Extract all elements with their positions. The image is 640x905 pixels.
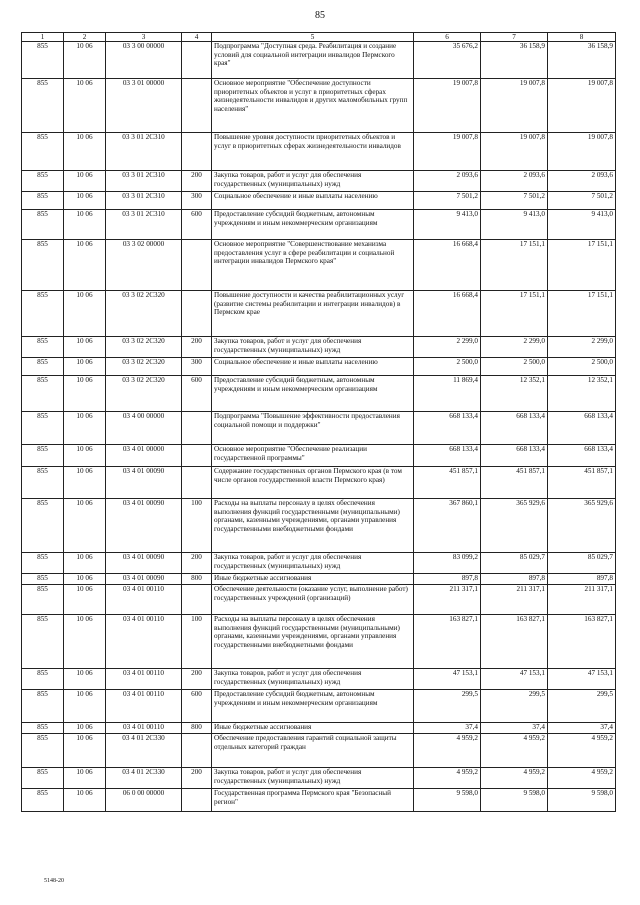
- cell-amount-1: 2 093,6: [414, 171, 481, 192]
- cell-name: Обеспечение деятельности (оказание услуг, выполнение работ) государственных учреждений (организаций): [212, 585, 414, 615]
- cell-expense-type: [182, 789, 212, 812]
- col-header-6: 6: [414, 33, 481, 42]
- cell-target-article: 03 4 01 2C330: [106, 768, 182, 789]
- table-row: [22, 789, 616, 812]
- cell-target-article: 03 3 01 2C310: [106, 192, 182, 210]
- cell-target-article: 03 4 01 00110: [106, 690, 182, 723]
- table-row: [22, 210, 616, 240]
- cell-amount-3: 19 007,8: [548, 133, 616, 171]
- cell-name: Расходы на выплаты персоналу в целях обеспечения выполнения функций государственными (муниципальными) органами, казенными учреждениями, органами управления государственными внебюджетными фондами: [212, 499, 414, 553]
- cell-target-article: 03 4 01 00110: [106, 585, 182, 615]
- cell-name: Предоставление субсидий бюджетным, автономным учреждениям и иным некоммерческим организациям: [212, 210, 414, 240]
- cell-expense-type: [182, 445, 212, 467]
- table-row: [22, 376, 616, 412]
- cell-expense-type: [182, 79, 212, 133]
- cell-amount-2: 7 501,2: [481, 192, 548, 210]
- table-row: [22, 723, 616, 734]
- cell-gr: 855: [22, 42, 64, 79]
- cell-section: 10 06: [64, 690, 106, 723]
- cell-target-article: 03 4 01 00110: [106, 615, 182, 669]
- table-row: [22, 192, 616, 210]
- table-row: [22, 240, 616, 291]
- cell-gr: 855: [22, 553, 64, 574]
- cell-section: 10 06: [64, 734, 106, 768]
- table-row: [22, 585, 616, 615]
- cell-amount-1: 451 857,1: [414, 467, 481, 499]
- cell-amount-1: 35 676,2: [414, 42, 481, 79]
- cell-amount-3: 4 959,2: [548, 734, 616, 768]
- table-row: [22, 358, 616, 376]
- cell-expense-type: 100: [182, 615, 212, 669]
- cell-amount-1: 668 133,4: [414, 445, 481, 467]
- cell-amount-1: 7 501,2: [414, 192, 481, 210]
- cell-amount-2: 2 299,0: [481, 337, 548, 358]
- cell-expense-type: 600: [182, 690, 212, 723]
- cell-target-article: 03 3 01 2C310: [106, 171, 182, 192]
- cell-expense-type: 200: [182, 669, 212, 690]
- cell-gr: 855: [22, 240, 64, 291]
- cell-expense-type: [182, 240, 212, 291]
- cell-expense-type: 100: [182, 499, 212, 553]
- cell-expense-type: [182, 585, 212, 615]
- cell-gr: 855: [22, 171, 64, 192]
- cell-amount-3: 2 500,0: [548, 358, 616, 376]
- cell-name: Основное мероприятие "Совершенствование механизма предоставления услуг в сфере реабилитации и социальной интеграции инвалидов Пермского края": [212, 240, 414, 291]
- cell-expense-type: 200: [182, 553, 212, 574]
- cell-amount-3: 19 007,8: [548, 79, 616, 133]
- cell-amount-2: 9 598,0: [481, 789, 548, 812]
- cell-name: Закупка товаров, работ и услуг для обеспечения государственных (муниципальных) нужд: [212, 337, 414, 358]
- cell-section: 10 06: [64, 240, 106, 291]
- cell-name: Закупка товаров, работ и услуг для обеспечения государственных (муниципальных) нужд: [212, 669, 414, 690]
- cell-name: Предоставление субсидий бюджетным, автономным учреждениям и иным некоммерческим организациям: [212, 376, 414, 412]
- cell-section: 10 06: [64, 376, 106, 412]
- col-header-5: 5: [212, 33, 414, 42]
- cell-name: Повышение уровня доступности приоритетных объектов и услуг в приоритетных сферах жизнедеятельности инвалидов: [212, 133, 414, 171]
- cell-name: Закупка товаров, работ и услуг для обеспечения государственных (муниципальных) нужд: [212, 768, 414, 789]
- cell-expense-type: [182, 42, 212, 79]
- cell-expense-type: 800: [182, 723, 212, 734]
- cell-target-article: 03 3 02 2C320: [106, 358, 182, 376]
- cell-section: 10 06: [64, 768, 106, 789]
- cell-section: 10 06: [64, 789, 106, 812]
- cell-amount-1: 299,5: [414, 690, 481, 723]
- table-row: [22, 337, 616, 358]
- cell-gr: 855: [22, 376, 64, 412]
- cell-gr: 855: [22, 723, 64, 734]
- table-row: [22, 79, 616, 133]
- cell-amount-3: 2 299,0: [548, 337, 616, 358]
- table-row: [22, 574, 616, 585]
- cell-gr: 855: [22, 585, 64, 615]
- table-row: [22, 291, 616, 337]
- cell-target-article: 03 4 01 00090: [106, 499, 182, 553]
- cell-amount-3: 17 151,1: [548, 240, 616, 291]
- cell-amount-1: 897,8: [414, 574, 481, 585]
- cell-amount-3: 668 133,4: [548, 445, 616, 467]
- cell-amount-2: 2 500,0: [481, 358, 548, 376]
- cell-gr: 855: [22, 210, 64, 240]
- cell-target-article: 03 4 00 00000: [106, 412, 182, 445]
- cell-section: 10 06: [64, 291, 106, 337]
- cell-amount-1: 83 099,2: [414, 553, 481, 574]
- cell-name: Расходы на выплаты персоналу в целях обеспечения выполнения функций государственными (муниципальными) органами, казенными учреждениями, органами управления государственными внебюджетными фондами: [212, 615, 414, 669]
- table-row: [22, 669, 616, 690]
- cell-name: Подпрограмма "Доступная среда. Реабилитация и создание условий для социальной интеграции инвалидов Пермского края": [212, 42, 414, 79]
- cell-amount-2: 2 093,6: [481, 171, 548, 192]
- table-row: [22, 768, 616, 789]
- cell-amount-2: 36 158,9: [481, 42, 548, 79]
- cell-section: 10 06: [64, 133, 106, 171]
- cell-section: 10 06: [64, 499, 106, 553]
- cell-amount-1: 4 959,2: [414, 734, 481, 768]
- cell-section: 10 06: [64, 358, 106, 376]
- cell-expense-type: [182, 467, 212, 499]
- cell-expense-type: 600: [182, 210, 212, 240]
- cell-gr: 855: [22, 669, 64, 690]
- cell-amount-3: 85 029,7: [548, 553, 616, 574]
- cell-name: Иные бюджетные ассигнования: [212, 723, 414, 734]
- table-row: [22, 499, 616, 553]
- cell-expense-type: 800: [182, 574, 212, 585]
- table-body: [22, 42, 616, 812]
- cell-target-article: 03 3 01 00000: [106, 79, 182, 133]
- cell-amount-2: 17 151,1: [481, 240, 548, 291]
- cell-target-article: 03 4 01 00090: [106, 574, 182, 585]
- table-row: [22, 133, 616, 171]
- cell-amount-3: 9 413,0: [548, 210, 616, 240]
- cell-amount-3: 668 133,4: [548, 412, 616, 445]
- cell-amount-2: 897,8: [481, 574, 548, 585]
- cell-amount-1: 367 860,1: [414, 499, 481, 553]
- cell-name: Обеспечение предоставления гарантий социальной защиты отдельных категорий граждан: [212, 734, 414, 768]
- cell-amount-2: 47 153,1: [481, 669, 548, 690]
- cell-target-article: 03 3 01 2C310: [106, 210, 182, 240]
- cell-target-article: 03 3 00 00000: [106, 42, 182, 79]
- cell-amount-2: 451 857,1: [481, 467, 548, 499]
- col-header-7: 7: [481, 33, 548, 42]
- col-header-4: 4: [182, 33, 212, 42]
- cell-amount-1: 11 869,4: [414, 376, 481, 412]
- cell-section: 10 06: [64, 210, 106, 240]
- cell-amount-1: 19 007,8: [414, 133, 481, 171]
- cell-gr: 855: [22, 445, 64, 467]
- cell-gr: 855: [22, 615, 64, 669]
- table-row: [22, 467, 616, 499]
- cell-expense-type: 200: [182, 768, 212, 789]
- cell-gr: 855: [22, 789, 64, 812]
- cell-gr: 855: [22, 133, 64, 171]
- cell-amount-3: 299,5: [548, 690, 616, 723]
- cell-target-article: 03 4 01 2C330: [106, 734, 182, 768]
- cell-section: 10 06: [64, 723, 106, 734]
- cell-amount-3: 163 827,1: [548, 615, 616, 669]
- cell-name: Иные бюджетные ассигнования: [212, 574, 414, 585]
- cell-amount-2: 19 007,8: [481, 133, 548, 171]
- col-header-8: 8: [548, 33, 616, 42]
- cell-section: 10 06: [64, 42, 106, 79]
- cell-section: 10 06: [64, 615, 106, 669]
- header-row: [22, 33, 616, 42]
- cell-gr: 855: [22, 768, 64, 789]
- cell-amount-3: 36 158,9: [548, 42, 616, 79]
- cell-target-article: 03 3 01 2C310: [106, 133, 182, 171]
- cell-target-article: 03 4 01 00110: [106, 669, 182, 690]
- cell-amount-2: 211 317,1: [481, 585, 548, 615]
- cell-target-article: 06 0 00 00000: [106, 789, 182, 812]
- cell-section: 10 06: [64, 585, 106, 615]
- cell-section: 10 06: [64, 79, 106, 133]
- cell-target-article: 03 3 02 00000: [106, 240, 182, 291]
- cell-gr: 855: [22, 358, 64, 376]
- cell-target-article: 03 4 01 00000: [106, 445, 182, 467]
- cell-expense-type: [182, 412, 212, 445]
- cell-target-article: 03 4 01 00110: [106, 723, 182, 734]
- cell-amount-2: 4 959,2: [481, 768, 548, 789]
- cell-amount-1: 211 317,1: [414, 585, 481, 615]
- cell-section: 10 06: [64, 574, 106, 585]
- cell-gr: 855: [22, 690, 64, 723]
- table-row: [22, 412, 616, 445]
- col-header-1: 1: [22, 33, 64, 42]
- cell-amount-2: 365 929,6: [481, 499, 548, 553]
- cell-amount-3: 4 959,2: [548, 768, 616, 789]
- cell-amount-1: 2 299,0: [414, 337, 481, 358]
- cell-name: Подпрограмма "Повышение эффективности предоставления социальной помощи и поддержки": [212, 412, 414, 445]
- cell-section: 10 06: [64, 445, 106, 467]
- cell-section: 10 06: [64, 337, 106, 358]
- cell-amount-1: 19 007,8: [414, 79, 481, 133]
- cell-amount-3: 12 352,1: [548, 376, 616, 412]
- budget-table: [21, 32, 616, 812]
- page-number: 85: [315, 10, 325, 21]
- cell-name: Основное мероприятие "Обеспечение доступности приоритетных объектов и услуг в приоритетных сферах жизнедеятельности инвалидов и других маломобильных групп населения": [212, 79, 414, 133]
- cell-section: 10 06: [64, 192, 106, 210]
- cell-name: Социальное обеспечение и иные выплаты населению: [212, 192, 414, 210]
- cell-amount-3: 365 929,6: [548, 499, 616, 553]
- cell-target-article: 03 3 02 2C320: [106, 291, 182, 337]
- cell-amount-1: 668 133,4: [414, 412, 481, 445]
- table-row: [22, 42, 616, 79]
- cell-amount-2: 37,4: [481, 723, 548, 734]
- cell-name: Социальное обеспечение и иные выплаты населению: [212, 358, 414, 376]
- cell-gr: 855: [22, 499, 64, 553]
- cell-name: Основное мероприятие "Обеспечение реализации государственной программы": [212, 445, 414, 467]
- cell-amount-1: 47 153,1: [414, 669, 481, 690]
- cell-amount-3: 37,4: [548, 723, 616, 734]
- cell-name: Государственная программа Пермского края "Безопасный регион": [212, 789, 414, 812]
- cell-name: Содержание государственных органов Пермского края (в том числе органов государственной власти Пермского края): [212, 467, 414, 499]
- cell-target-article: 03 3 02 2C320: [106, 376, 182, 412]
- cell-name: Повышение доступности и качества реабилитационных услуг (развитие системы реабилитации и интеграции инвалидов) в Пермском крае: [212, 291, 414, 337]
- cell-gr: 855: [22, 412, 64, 445]
- cell-expense-type: 300: [182, 192, 212, 210]
- cell-name: Предоставление субсидий бюджетным, автономным учреждениям и иным некоммерческим организациям: [212, 690, 414, 723]
- cell-amount-2: 19 007,8: [481, 79, 548, 133]
- cell-expense-type: [182, 734, 212, 768]
- cell-amount-3: 451 857,1: [548, 467, 616, 499]
- cell-expense-type: [182, 291, 212, 337]
- cell-amount-1: 9 413,0: [414, 210, 481, 240]
- cell-amount-1: 163 827,1: [414, 615, 481, 669]
- cell-target-article: 03 4 01 00090: [106, 467, 182, 499]
- cell-expense-type: 600: [182, 376, 212, 412]
- table-row: [22, 734, 616, 768]
- col-header-2: 2: [64, 33, 106, 42]
- cell-amount-2: 12 352,1: [481, 376, 548, 412]
- cell-amount-2: 668 133,4: [481, 445, 548, 467]
- cell-amount-3: 7 501,2: [548, 192, 616, 210]
- cell-amount-1: 16 668,4: [414, 291, 481, 337]
- cell-amount-1: 37,4: [414, 723, 481, 734]
- cell-amount-2: 299,5: [481, 690, 548, 723]
- table-row: [22, 171, 616, 192]
- cell-amount-3: 897,8: [548, 574, 616, 585]
- cell-amount-3: 211 317,1: [548, 585, 616, 615]
- cell-gr: 855: [22, 192, 64, 210]
- cell-name: Закупка товаров, работ и услуг для обеспечения государственных (муниципальных) нужд: [212, 171, 414, 192]
- table-row: [22, 615, 616, 669]
- cell-amount-2: 85 029,7: [481, 553, 548, 574]
- cell-expense-type: 200: [182, 337, 212, 358]
- cell-amount-3: 2 093,6: [548, 171, 616, 192]
- cell-amount-1: 2 500,0: [414, 358, 481, 376]
- footer-code: 5148-20: [44, 878, 64, 884]
- cell-gr: 855: [22, 337, 64, 358]
- cell-amount-3: 17 151,1: [548, 291, 616, 337]
- cell-amount-2: 4 959,2: [481, 734, 548, 768]
- cell-amount-2: 163 827,1: [481, 615, 548, 669]
- cell-gr: 855: [22, 734, 64, 768]
- cell-expense-type: 300: [182, 358, 212, 376]
- cell-amount-2: 668 133,4: [481, 412, 548, 445]
- cell-name: Закупка товаров, работ и услуг для обеспечения государственных (муниципальных) нужд: [212, 553, 414, 574]
- cell-gr: 855: [22, 291, 64, 337]
- cell-amount-1: 4 959,2: [414, 768, 481, 789]
- cell-gr: 855: [22, 467, 64, 499]
- cell-gr: 855: [22, 79, 64, 133]
- cell-section: 10 06: [64, 412, 106, 445]
- table-row: [22, 690, 616, 723]
- cell-expense-type: 200: [182, 171, 212, 192]
- cell-section: 10 06: [64, 171, 106, 192]
- cell-target-article: 03 4 01 00090: [106, 553, 182, 574]
- cell-target-article: 03 3 02 2C320: [106, 337, 182, 358]
- table-row: [22, 553, 616, 574]
- col-header-3: 3: [106, 33, 182, 42]
- cell-amount-3: 47 153,1: [548, 669, 616, 690]
- cell-section: 10 06: [64, 467, 106, 499]
- table-row: [22, 445, 616, 467]
- cell-amount-2: 17 151,1: [481, 291, 548, 337]
- cell-amount-3: 9 598,0: [548, 789, 616, 812]
- cell-gr: 855: [22, 574, 64, 585]
- cell-amount-1: 9 598,0: [414, 789, 481, 812]
- cell-expense-type: [182, 133, 212, 171]
- cell-section: 10 06: [64, 669, 106, 690]
- cell-section: 10 06: [64, 553, 106, 574]
- cell-amount-1: 16 668,4: [414, 240, 481, 291]
- cell-amount-2: 9 413,0: [481, 210, 548, 240]
